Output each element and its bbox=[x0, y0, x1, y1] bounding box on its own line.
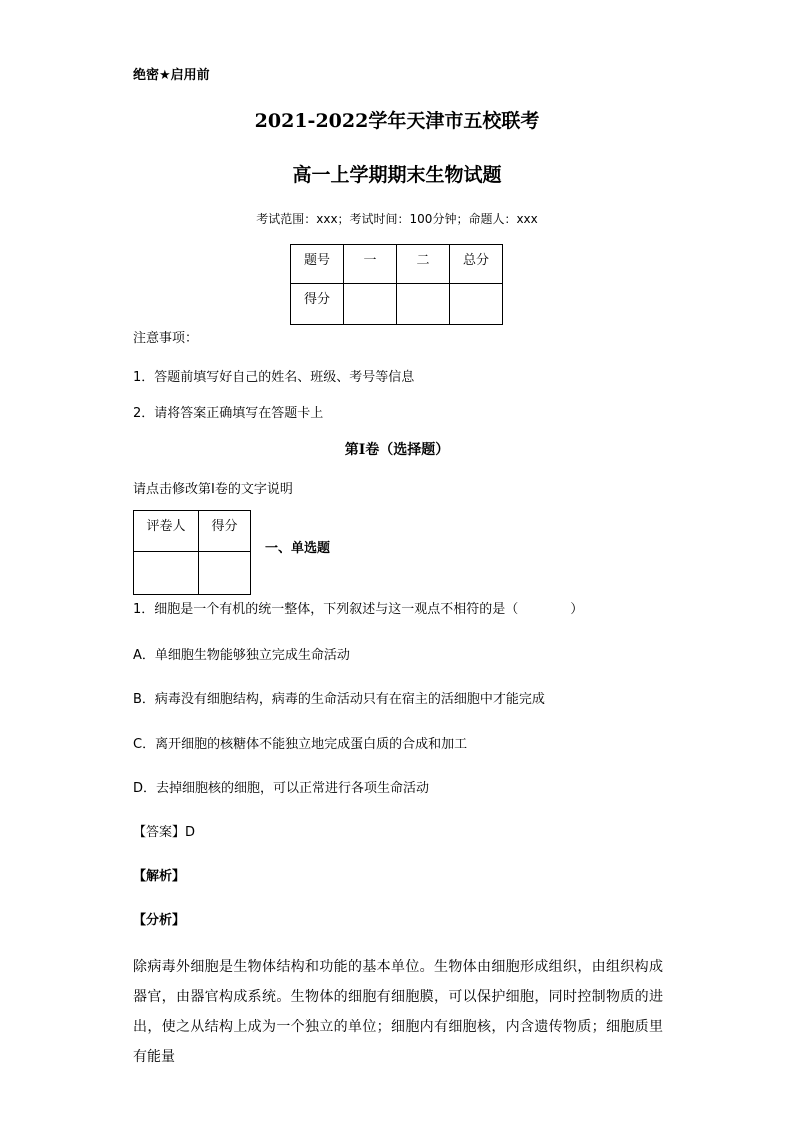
answer-line: 【答案】D bbox=[133, 825, 196, 840]
confidential-mark: 绝密★启用前 bbox=[133, 68, 210, 83]
exam-title: 2021-2022学年天津市五校联考 bbox=[254, 110, 540, 132]
question-stem: 1．细胞是一个有机的统一整体，下列叙述与这一观点不相符的是（ ） bbox=[133, 602, 584, 617]
score-header-cell: 总分 bbox=[450, 245, 503, 284]
exam-info: 考试范围：xxx；考试时间：100分钟；命题人：xxx bbox=[256, 212, 538, 226]
exam-subtitle: 高一上学期期末生物试题 bbox=[292, 164, 502, 186]
grader-empty-row bbox=[134, 552, 251, 595]
score-header-cell: 二 bbox=[397, 245, 450, 284]
notes-title: 注意事项： bbox=[133, 331, 199, 346]
section-description: 请点击修改第I卷的文字说明 bbox=[133, 482, 293, 497]
option-b: B．病毒没有细胞结构，病毒的生命活动只有在宿主的活细胞中才能完成 bbox=[133, 692, 545, 707]
note-item: 2．请将答案正确填写在答题卡上 bbox=[133, 406, 324, 421]
grader-cell bbox=[199, 552, 251, 595]
grader-cell bbox=[134, 552, 199, 595]
grader-label: 评卷人 bbox=[134, 511, 199, 552]
grader-table bbox=[133, 510, 251, 595]
analysis-label: 【解析】 bbox=[133, 869, 186, 884]
breakdown-label: 【分析】 bbox=[133, 913, 186, 928]
question-type-heading: 一、单选题 bbox=[265, 541, 331, 556]
score-table-header-row bbox=[291, 245, 503, 284]
grader-header-row bbox=[134, 511, 251, 552]
section-title: 第I卷（选择题） bbox=[344, 442, 450, 458]
score-cell bbox=[397, 284, 450, 325]
grader-score-label: 得分 bbox=[199, 511, 251, 552]
score-cell bbox=[450, 284, 503, 325]
score-cell bbox=[344, 284, 397, 325]
score-row-label: 得分 bbox=[291, 284, 344, 325]
option-d: D．去掉细胞核的细胞，可以正常进行各项生命活动 bbox=[133, 781, 430, 796]
option-c: C．离开细胞的核糖体不能独立地完成蛋白质的合成和加工 bbox=[133, 737, 468, 752]
score-header-cell: 一 bbox=[344, 245, 397, 284]
explanation-paragraph: 除病毒外细胞是生物体结构和功能的基本单位。生物体由细胞形成组织，由组织构成器官，由器官构成系统。生物体的细胞有细胞膜，可以保护细胞，同时控制物质的进出，使之从结构上成为一个独立的单位；细胞内有细胞核，内含遗传物质；细胞质里有能量 bbox=[133, 959, 663, 1065]
option-a: A．单细胞生物能够独立完成生命活动 bbox=[133, 648, 350, 663]
score-header-cell: 题号 bbox=[291, 245, 344, 284]
note-item: 1．答题前填写好自己的姓名、班级、考号等信息 bbox=[133, 370, 415, 385]
score-table bbox=[290, 244, 503, 325]
score-table-score-row bbox=[291, 284, 503, 325]
